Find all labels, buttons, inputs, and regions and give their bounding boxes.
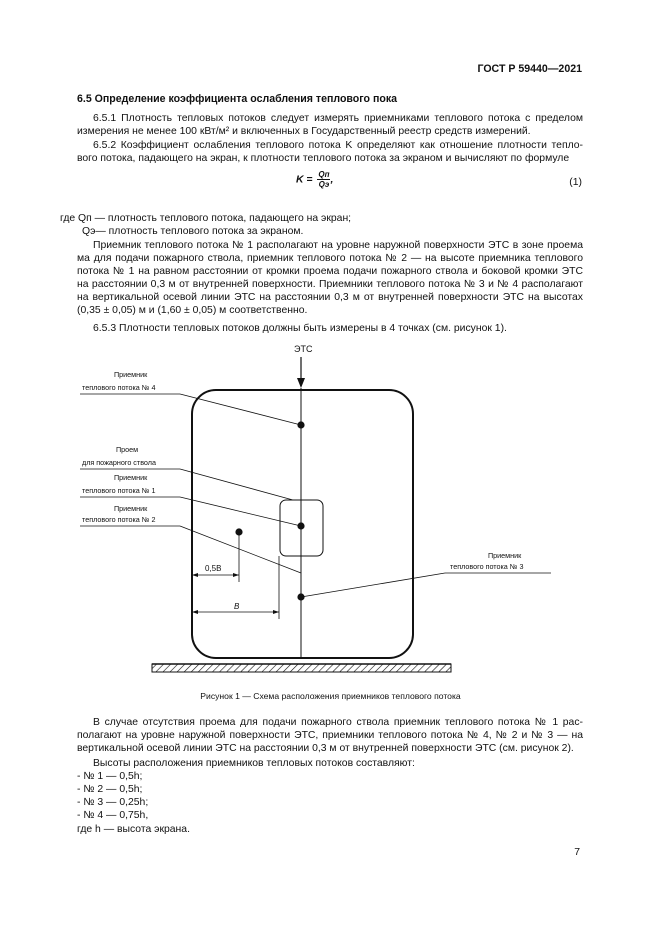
para-651-line-2: измерения не менее 100 кВт/м² и включенных в Государственный реестр средств измерений. bbox=[77, 126, 531, 137]
dim-half-label: 0,5B bbox=[205, 564, 222, 573]
heights-note: где h — высота экрана. bbox=[77, 824, 190, 835]
receiver-3-label-2: теплового потока № 3 bbox=[450, 562, 524, 571]
receiver-1-label-2: теплового потока № 1 bbox=[82, 486, 156, 495]
height-item-2: - № 2 — 0,5h; bbox=[77, 784, 143, 795]
receiver-2-label-1: Приемник bbox=[114, 504, 148, 513]
height-item-3: - № 3 — 0,25h; bbox=[77, 797, 149, 808]
opening-label-1: Проем bbox=[116, 445, 139, 454]
height-item-4: - № 4 — 0,75h, bbox=[77, 810, 149, 821]
formula-numerator: Qп bbox=[318, 170, 330, 179]
para-652-line-2: вого потока, падающего на экран, к плотности теплового потока за экраном и вычисляют по формуле bbox=[77, 153, 570, 164]
receiver-4-label-2: теплового потока № 4 bbox=[82, 383, 156, 392]
formula-tail: , bbox=[330, 174, 334, 186]
figure-caption: Рисунок 1 — Схема расположения приемников теплового потока bbox=[200, 691, 461, 701]
para-652-line-1: 6.5.2 Коэффициент ослабления теплового потока K определяют как отношение плотности тепло- bbox=[93, 140, 583, 151]
opening-label-2: для пожарного ствола bbox=[82, 458, 156, 467]
page-number: 7 bbox=[574, 847, 580, 858]
para-651-line-1: 6.5.1 Плотность тепловых потоков следует измерять приемниками теплового потока с пределом bbox=[93, 113, 583, 124]
para-no-opening-line-3: вертикальной осевой линии ЭТС на расстоянии 0,3 м от внутренней поверхности ЭТС (см. рисунок 2). bbox=[77, 743, 574, 754]
para-receivers-line-5: на вертикальной осевой линии ЭТС на расстоянии 0,3 м от внутренней поверхности ЭТС на высотах bbox=[77, 292, 583, 303]
para-653: 6.5.3 Плотности тепловых потоков должны быть измерены в 4 точках (см. рисунок 1). bbox=[93, 323, 507, 334]
para-no-opening-line-2: полагают на уровне наружной поверхности ЭТС, приемники теплового потока № 4, № 2 и № 3 — на bbox=[77, 730, 583, 741]
receiver-3-leader bbox=[301, 573, 445, 597]
para-no-opening-line-1: В случае отсутствия проема для подачи пожарного ствола приемник теплового потока № 1 рас- bbox=[93, 717, 583, 728]
height-item-1: - № 1 — 0,5h; bbox=[77, 771, 143, 782]
standard-header: ГОСТ Р 59440—2021 bbox=[477, 63, 582, 75]
dim-full-arrow-right bbox=[273, 610, 279, 614]
heights-intro: Высоты расположения приемников тепловых потоков составляют: bbox=[93, 758, 415, 769]
equation-number: (1) bbox=[569, 177, 582, 188]
para-receivers-line-4: на расстоянии 0,3 м от внутренней поверхности. Приемники теплового потока № 3 и № 4 располагают bbox=[77, 279, 583, 290]
ground-hatch bbox=[152, 664, 451, 672]
para-receivers-line-6: (0,35 ± 0,05) м и (1,60 ± 0,05) м соответственно. bbox=[77, 305, 308, 316]
receiver-4-leader bbox=[180, 394, 301, 425]
receiver-1-label-1: Приемник bbox=[114, 473, 148, 482]
dim-full-label: B bbox=[234, 602, 240, 611]
ets-arrow-head bbox=[297, 378, 305, 388]
where-line-1: где Qп — плотность теплового потока, падающего на экран; bbox=[60, 213, 352, 224]
para-receivers-line-2: ма для подачи пожарного ствола, приемник теплового потока № 2 — на высоте приемника теплового bbox=[77, 253, 583, 264]
receiver-3-label-1: Приемник bbox=[488, 551, 522, 560]
para-receivers-line-1: Приемник теплового потока № 1 располагают на уровне наружной поверхности ЭТС в зоне проема bbox=[93, 240, 583, 251]
dim-half-arrow-right bbox=[233, 573, 239, 577]
receiver-4-label-1: Приемник bbox=[114, 370, 148, 379]
section-title: 6.5 Определение коэффициента ослабления теплового пока bbox=[77, 93, 398, 105]
receiver-2-label-2: теплового потока № 2 bbox=[82, 515, 156, 524]
formula-denominator: Qэ bbox=[318, 180, 330, 189]
formula-lhs: K = bbox=[296, 174, 313, 186]
para-receivers-line-3: потока № 1 на равном расстоянии от кромки проема подачи пожарного ствола и боковой кромки ЭТС bbox=[77, 266, 583, 277]
ets-label: ЭТС bbox=[294, 344, 313, 354]
where-line-2: Qэ— плотность теплового потока за экраном. bbox=[82, 226, 304, 237]
opening-leader bbox=[180, 469, 293, 500]
